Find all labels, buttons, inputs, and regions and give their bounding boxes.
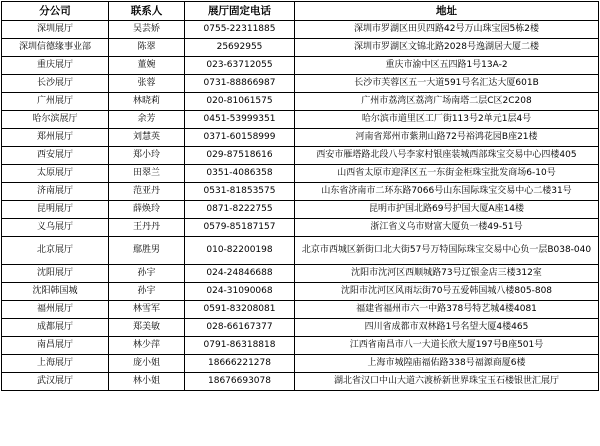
phone-cell: 0591-83208081: [185, 301, 295, 319]
phone-cell: 18666221278: [185, 355, 295, 373]
header-address: 地址: [295, 2, 599, 21]
contact-table: [1, 1, 599, 391]
address-cell: 沈阳市沈河区风雨坛街70号五爱韩国城八楼805-808: [295, 283, 599, 301]
phone-cell: 023-63712055: [185, 57, 295, 75]
table-row: [2, 165, 599, 183]
contact-cell: 余芳: [109, 111, 185, 129]
contact-cell: 范亚丹: [109, 183, 185, 201]
table-row: [2, 337, 599, 355]
address-cell: 深圳市罗湖区田贝四路42号万山珠宝园5栋2楼: [295, 21, 599, 39]
table-row: [2, 39, 599, 57]
header-row: [2, 2, 599, 21]
header-branch: 分公司: [2, 2, 109, 21]
address-cell: 上海市城隍庙福佑路338号福源商厦6楼: [295, 355, 599, 373]
table-row: [2, 57, 599, 75]
table-row: [2, 283, 599, 301]
address-cell: 广州市荔湾区荔湾广场南塔二层C区2C208: [295, 93, 599, 111]
table-row: [2, 219, 599, 237]
branch-cell: 南昌展厅: [2, 337, 109, 355]
branch-cell: 长沙展厅: [2, 75, 109, 93]
contact-cell: 陈翠: [109, 39, 185, 57]
phone-cell: 028-66167377: [185, 319, 295, 337]
branch-cell: 北京展厅: [2, 237, 109, 265]
address-cell: 沈阳市沈河区西顺城路73号辽银金店三楼312室: [295, 265, 599, 283]
header-phone: 展厅固定电话: [185, 2, 295, 21]
phone-cell: 0351-4086358: [185, 165, 295, 183]
contact-cell: 孙宇: [109, 283, 185, 301]
phone-cell: 0731-88866987: [185, 75, 295, 93]
branch-cell: 福州展厅: [2, 301, 109, 319]
table-row: [2, 75, 599, 93]
address-cell: 山西省太原市迎泽区五一东街金柜珠宝批发商场6-10号: [295, 165, 599, 183]
phone-cell: 024-24846688: [185, 265, 295, 283]
phone-cell: 0791-86318818: [185, 337, 295, 355]
branch-cell: 成都展厅: [2, 319, 109, 337]
address-cell: 河南省郑州市紫荆山路72号裕鸿花园B座21楼: [295, 129, 599, 147]
table-row: [2, 319, 599, 337]
address-cell: 湖北省汉口中山大道六渡桥新世界珠宝玉石楼银世汇展厅: [295, 373, 599, 391]
contact-cell: 吴芸娇: [109, 21, 185, 39]
table-row: [2, 111, 599, 129]
header-contact: 联系人: [109, 2, 185, 21]
phone-cell: 0579-85187157: [185, 219, 295, 237]
phone-cell: 024-31090068: [185, 283, 295, 301]
branch-cell: 济南展厅: [2, 183, 109, 201]
table-row: [2, 237, 599, 265]
table-row: [2, 265, 599, 283]
branch-cell: 哈尔滨展厅: [2, 111, 109, 129]
phone-cell: 010-82200198: [185, 237, 295, 265]
branch-cell: 太原展厅: [2, 165, 109, 183]
address-cell: 西安市雁塔路北段八号李家村银座装城西部珠宝交易中心四楼405: [295, 147, 599, 165]
contact-cell: 田翠兰: [109, 165, 185, 183]
address-cell: 山东省济南市二环东路7066号山东国际珠宝交易中心二楼31号: [295, 183, 599, 201]
branch-cell: 义乌展厅: [2, 219, 109, 237]
phone-cell: 029-87518616: [185, 147, 295, 165]
contact-cell: 林少萍: [109, 337, 185, 355]
phone-cell: 0871-8222755: [185, 201, 295, 219]
phone-cell: 020-81061575: [185, 93, 295, 111]
contact-cell: 刘慧英: [109, 129, 185, 147]
contact-cell: 薛焕玲: [109, 201, 185, 219]
contact-cell: 王丹丹: [109, 219, 185, 237]
branch-cell: 上海展厅: [2, 355, 109, 373]
address-cell: 福建省福州市六一中路378号特艺城4楼4081: [295, 301, 599, 319]
contact-cell: 董婉: [109, 57, 185, 75]
branch-cell: 深圳展厅: [2, 21, 109, 39]
branch-cell: 重庆展厅: [2, 57, 109, 75]
address-cell: 重庆市渝中区五四路1号13A-2: [295, 57, 599, 75]
contact-cell: 郑美敏: [109, 319, 185, 337]
address-cell: 四川省成都市双林路1号名望大厦4楼465: [295, 319, 599, 337]
phone-cell: 0451-53999351: [185, 111, 295, 129]
phone-cell: 0755-22311885: [185, 21, 295, 39]
branch-cell: 武汉展厅: [2, 373, 109, 391]
contact-cell: 林晓莉: [109, 93, 185, 111]
contact-cell: 鄢胜男: [109, 237, 185, 265]
branch-cell: 昆明展厅: [2, 201, 109, 219]
phone-cell: 25692955: [185, 39, 295, 57]
table-row: [2, 373, 599, 391]
contact-cell: 郑小玲: [109, 147, 185, 165]
contact-cell: 林小姐: [109, 373, 185, 391]
address-cell: 昆明市护国北路69号护国大厦A座14楼: [295, 201, 599, 219]
phone-cell: 18676693078: [185, 373, 295, 391]
table-row: [2, 93, 599, 111]
table-body: [2, 21, 599, 391]
table-row: [2, 21, 599, 39]
address-cell: 浙江省义乌市财富大厦负一楼49-51号: [295, 219, 599, 237]
contact-cell: 林雪军: [109, 301, 185, 319]
table-row: [2, 301, 599, 319]
table-row: [2, 129, 599, 147]
phone-cell: 0371-60158999: [185, 129, 295, 147]
contact-cell: 庞小姐: [109, 355, 185, 373]
address-cell: 北京市西城区新街口北大街57号万特国际珠宝交易中心负一层B038-040: [295, 237, 599, 265]
address-cell: 长沙市芙蓉区五一大道591号名汇达大厦601B: [295, 75, 599, 93]
branch-cell: 沈阳展厅: [2, 265, 109, 283]
branch-cell: 沈阳韩国城: [2, 283, 109, 301]
table-row: [2, 183, 599, 201]
contact-cell: 张蓉: [109, 75, 185, 93]
phone-cell: 0531-81853575: [185, 183, 295, 201]
branch-cell: 郑州展厅: [2, 129, 109, 147]
address-cell: 江西省南昌市八一大道长欣大厦197号B座501号: [295, 337, 599, 355]
branch-cell: 广州展厅: [2, 93, 109, 111]
table-row: [2, 201, 599, 219]
branch-cell: 西安展厅: [2, 147, 109, 165]
address-cell: 哈尔滨市道里区工厂街113号2单元1层4号: [295, 111, 599, 129]
branch-cell: 深圳信德缘事业部: [2, 39, 109, 57]
address-cell: 深圳市罗湖区文锦北路2028号逸湖居大厦二楼: [295, 39, 599, 57]
table-row: [2, 147, 599, 165]
contact-cell: 孙宇: [109, 265, 185, 283]
table-row: [2, 355, 599, 373]
